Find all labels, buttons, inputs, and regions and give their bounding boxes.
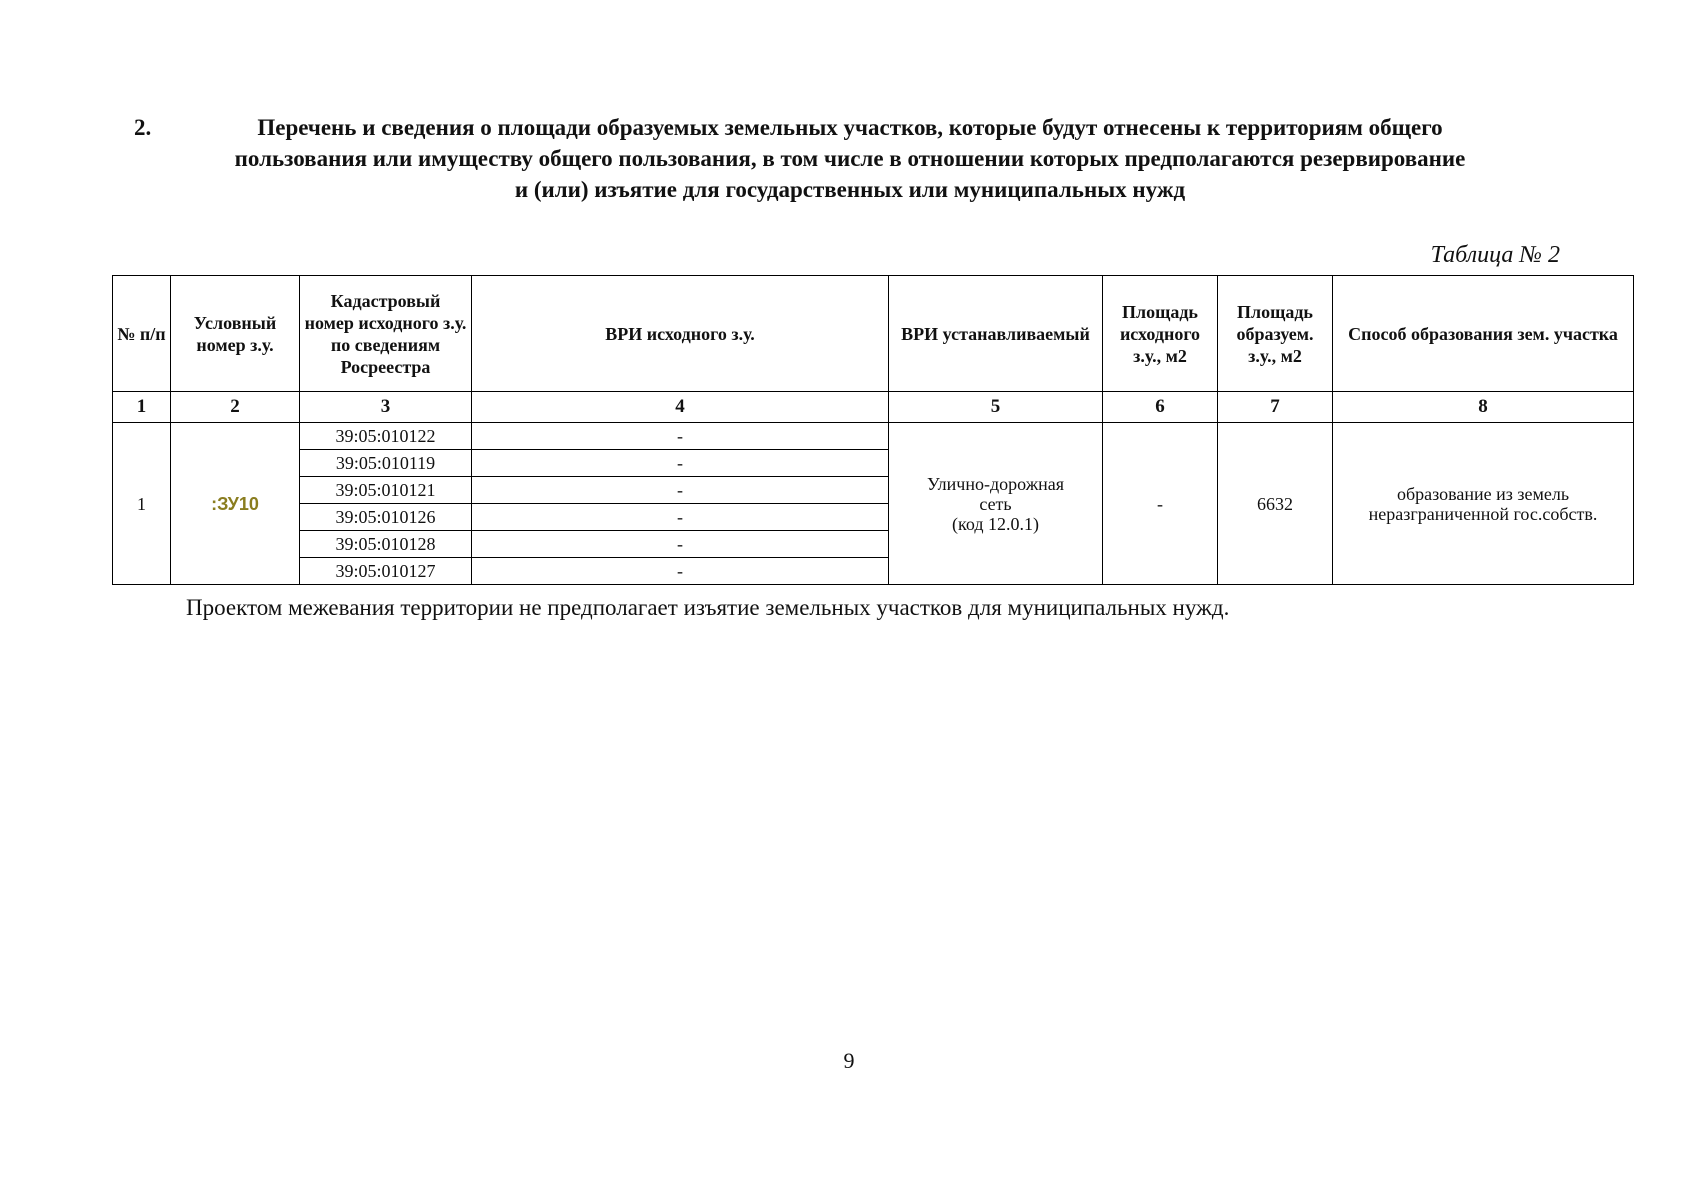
land-plots-table [112,275,1634,585]
header-cell-4: ВРИ исходного з.у. [472,276,889,392]
header-cell-7: Площадь образуем. з.у., м2 [1218,276,1333,392]
formation-method-line: неразграниченной гос.собств. [1368,503,1598,524]
table-row [113,423,1634,450]
source-vri: - [472,504,889,531]
heading-line-2: пользования или имуществу общего пользования, в том числе в отношении которых предполагаются резервирование [234,146,1466,171]
column-number: 3 [300,392,472,423]
header-cell-3: Кадастровый номер исходного з.у. по сведениям Росреестра [300,276,472,392]
section-heading [120,112,1580,205]
page-number: 9 [843,1048,855,1073]
source-vri: - [472,558,889,585]
column-number: 5 [889,392,1103,423]
established-vri-line: Улично-дорожная [926,473,1065,494]
heading-line-3: и (или) изъятие для государственных или муниципальных нужд [514,177,1186,202]
source-vri: - [472,423,889,450]
source-area: - [1103,423,1218,585]
header-cell-6: Площадь исходного з.у., м2 [1103,276,1218,392]
conditional-number: :ЗУ10 [171,423,300,585]
source-vri: - [472,531,889,558]
column-number-row [113,392,1634,423]
source-vri: - [472,450,889,477]
column-number: 1 [113,392,171,423]
column-number: 8 [1333,392,1634,423]
header-cell-5: ВРИ устанавливаемый [889,276,1103,392]
column-number: 7 [1218,392,1333,423]
heading-line-1: Перечень и сведения о площади образуемых земельных участков, которые будут отнесены к территориям общего [257,115,1443,140]
formation-method-line: образование из земель [1396,483,1570,504]
cadastral-number: 39:05:010122 [300,423,472,450]
column-number: 6 [1103,392,1218,423]
cadastral-number: 39:05:010126 [300,504,472,531]
cadastral-number: 39:05:010121 [300,477,472,504]
header-cell-8: Способ образования зем. участка [1333,276,1634,392]
header-cell-2: Условный номер з.у. [171,276,300,392]
column-number: 4 [472,392,889,423]
source-vri: - [472,477,889,504]
header-cell-1: № п/п [113,276,171,392]
cadastral-number: 39:05:010127 [300,558,472,585]
section-number: 2. [134,115,152,140]
table-header-row [113,276,1634,392]
note-paragraph: Проектом межевания территории не предполагает изъятие земельных участков для муниципальных нужд. [186,595,1230,620]
table-caption: Таблица № 2 [1430,242,1560,268]
row-number: 1 [113,423,171,585]
cadastral-number: 39:05:010128 [300,531,472,558]
formation-method [1333,423,1634,585]
established-vri-line: (код 12.0.1) [952,513,1039,534]
formed-area: 6632 [1218,423,1333,585]
established-vri-line: сеть [979,493,1012,514]
column-number: 2 [171,392,300,423]
cadastral-number: 39:05:010119 [300,450,472,477]
established-vri [889,423,1103,585]
